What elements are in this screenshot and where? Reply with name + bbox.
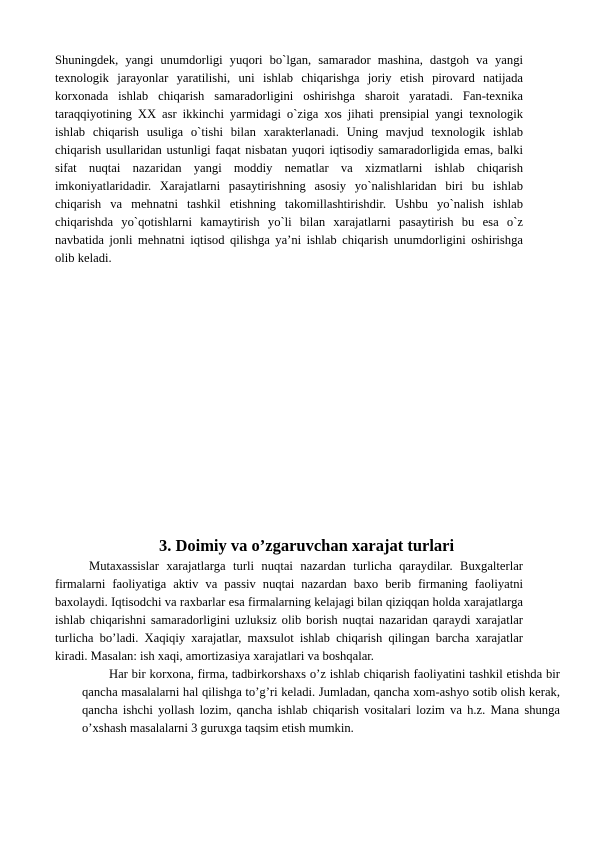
- body-paragraph-intro: Shuningdek, yangi unumdorligi yuqori bo`lgan, samarador mashina, dastgoh va yangi texnologik jarayonlar yaratilishi, uni ishlab chiqarishga joriy etish pirovard natijada korxonada ishlab chiqarish samaradorligini oshirishga sharoit yaratadi. Fan-texnika taraqqiyotining XX asr ikkinchi yarmidagi o`ziga xos jihati prensipial yangi texnologik ishlab chiqarish usuliga o`tishi bilan xarakterlanadi. Uning mavjud texnologik ishlab chiqarish usullaridan ustunligi faqat nisbatan yuqori iqtisodiy samaradorligida emas, balki sifat nuqtai nazaridan yangi moddiy nematlar va xizmatlarni ishlab chiqarish imkoniyatlaridadir. Xarajatlarni pasaytirishning asosiy yo`nalishlaridan biri bu ishlab chiqarish va mehnatni tashkil etishning takomillashtirishdir. Ushbu yo`nalish ishlab chiqarishda yo`qotishlarni kamaytirish yo`li bilan xarajatlarni pasaytirish bu esa o`z navbatida jonli mehnatni iqtisod qilishga ya’ni ishlab chiqarish unumdorligini oshirishga olib keladi.: [55, 53, 523, 265]
- section-heading: 3. Doimiy va o’zgaruvchan xarajat turlari: [158, 536, 455, 555]
- body-paragraph-firm-tasks: Har bir korxona, firma, tadbirkorshaxs o’z ishlab chiqarish faoliyatini tashkil etishda bir qancha masalalarni hal qilishga to’g’ri keladi. Jumladan, qancha xom-ashyo sotib olish kerak, qancha ishchi yollash lozim, qancha ishlab chiqarish vositalari lozim va h.z. Mana shunga o’xshash masalalarni 3 guruxga taqsim etish mumkin.: [82, 667, 560, 735]
- body-paragraph-expenses: Mutaxassislar xarajatlarga turli nuqtai nazardan turlicha qaraydilar. Buxgalterlar firmalarni faoliyatiga aktiv va passiv nuqtai nazardan baxo berib firmaning faoliyatni baxolaydi. Iqtisodchi va raxbarlar esa firmalarning kelajagi bilan qiziqqan holda xarajatlarga ishlab chiqarishni samaradorligini uzluksiz olib borish nuqtai nazaridan qaraydi xarajatlar turlicha bo’ladi. Xaqiqiy xarajatlar, maxsulot ishlab chiqarish qilingan barcha xarajatlar kiradi. Masalan: ish xaqi, amortizasiya xarajatlari va boshqalar.: [55, 559, 523, 663]
